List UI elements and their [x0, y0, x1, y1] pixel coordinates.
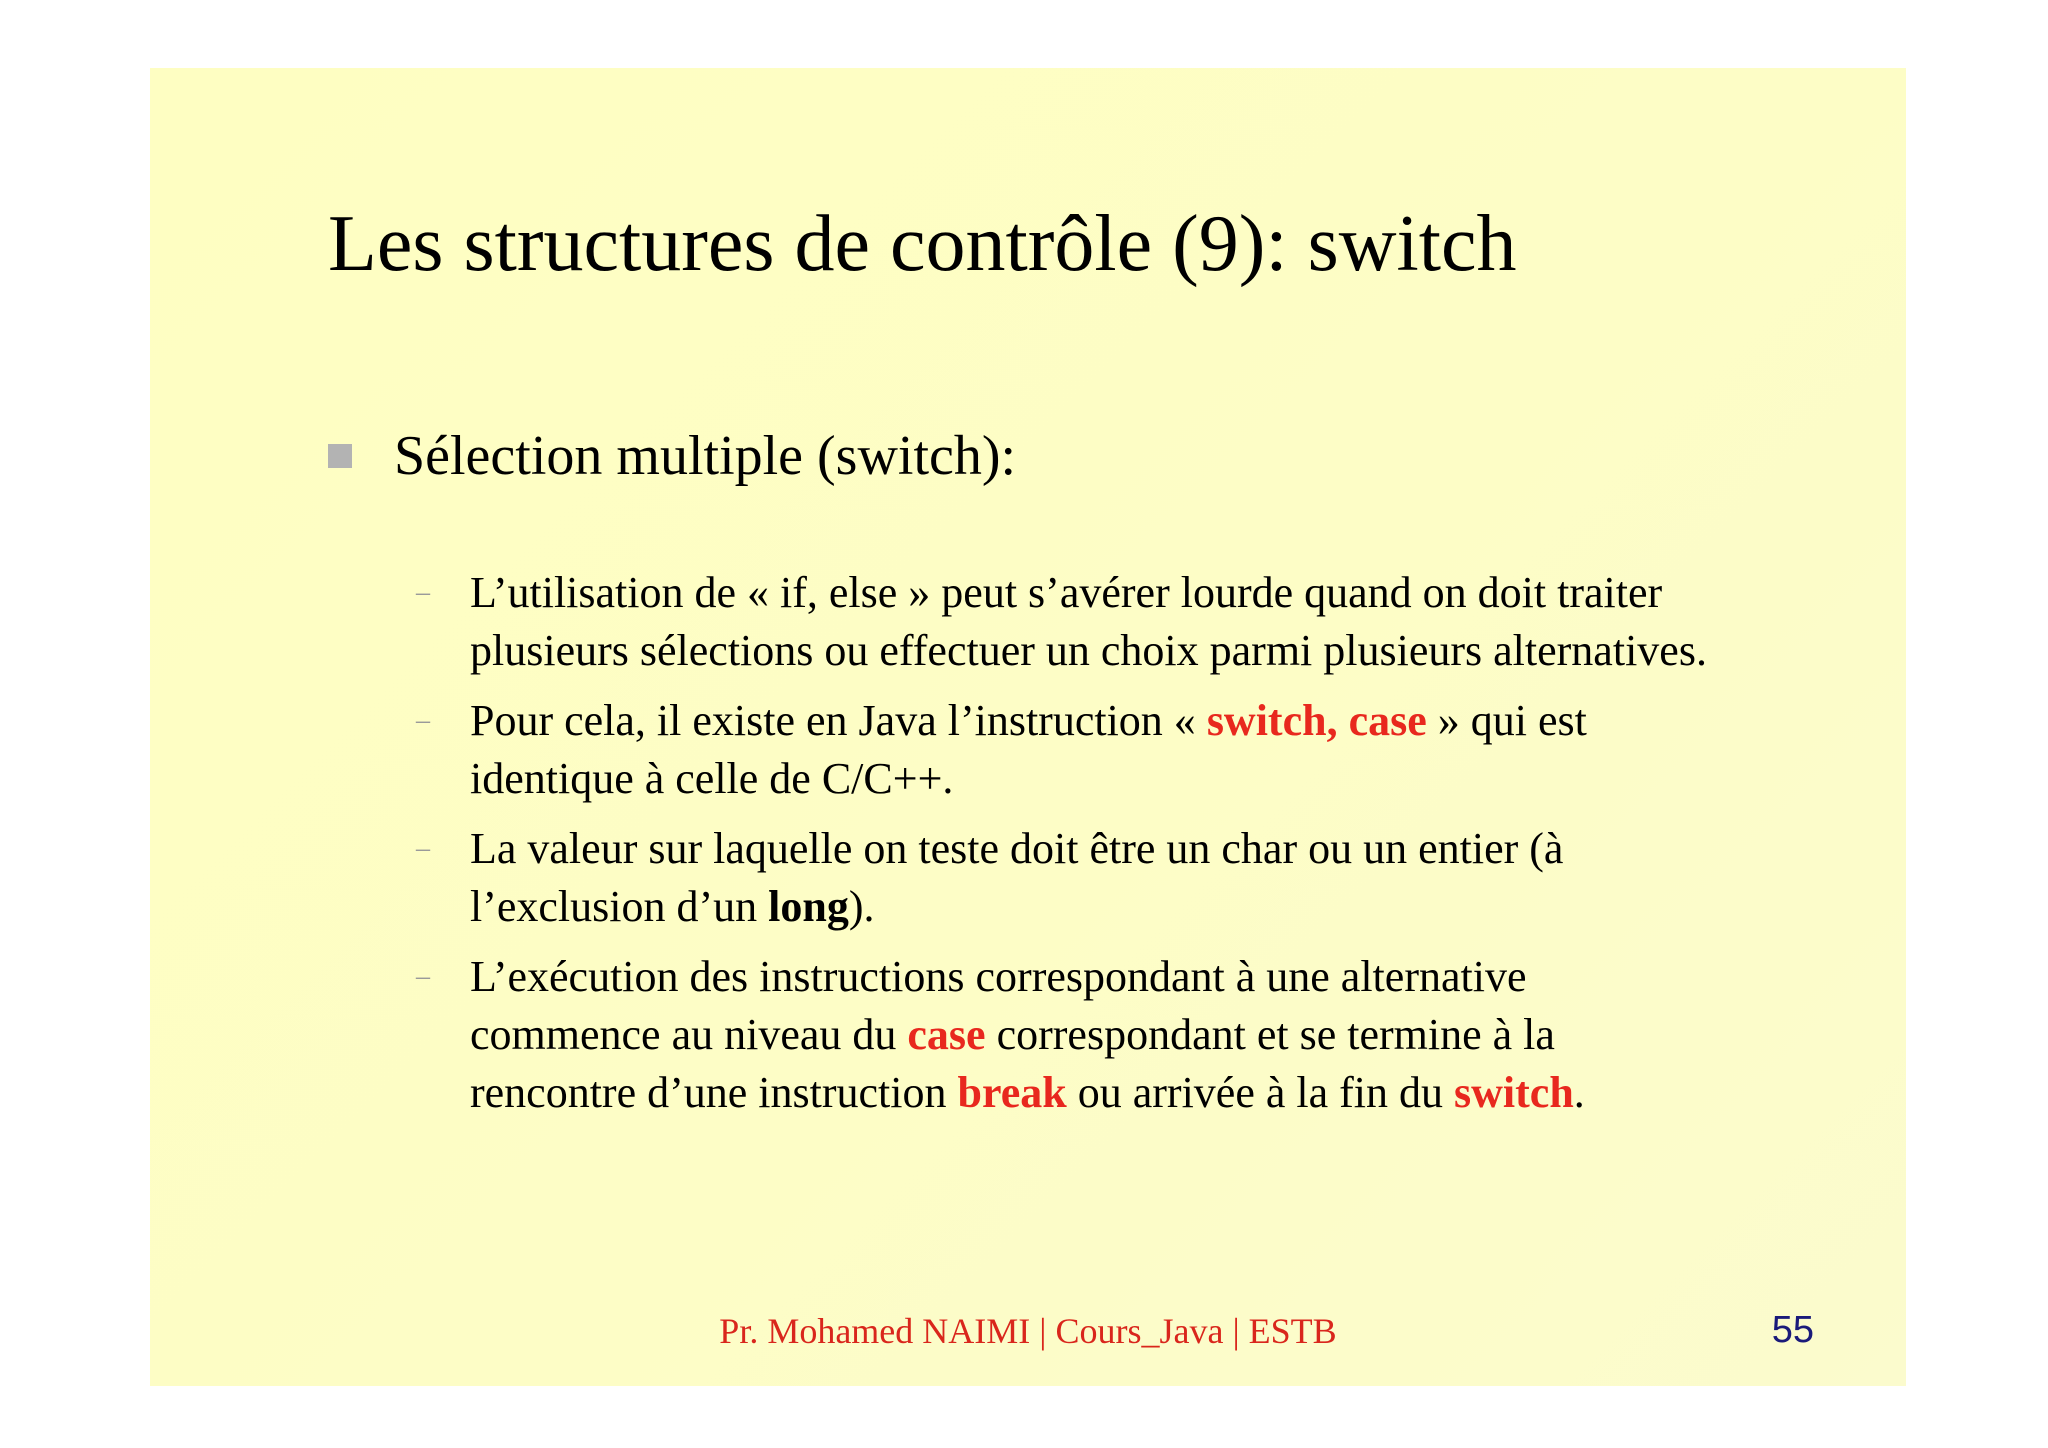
dash-bullet-icon: – [416, 961, 430, 992]
slide [150, 68, 1906, 1386]
keyword-switch: switch [1454, 1068, 1574, 1117]
sub-bullet [416, 564, 1716, 680]
dash-bullet-icon: – [416, 705, 430, 736]
keyword-switch: switch [1206, 696, 1327, 745]
keyword-case: case [1348, 696, 1427, 745]
keyword-break: break [957, 1068, 1067, 1117]
sub-bullet-list [416, 564, 1716, 1134]
keyword-separator: , [1326, 696, 1349, 745]
slide-title: Les structures de contrôle (9): switch [328, 200, 1517, 288]
sub-bullet-text: . [1573, 1068, 1585, 1117]
sub-bullet-text: L’exécution des instructions correspondant à une alternative commence au niveau du [470, 952, 1527, 1059]
sub-bullet-text: ou arrivée à la fin du [1066, 1068, 1455, 1117]
sub-bullet-text: La valeur sur laquelle on teste doit être un char ou un entier (à l’exclusion d’un [470, 824, 1564, 931]
sub-bullet-text: Pour cela, il existe en Java l’instruction « [470, 696, 1207, 745]
sub-bullet-text: L’utilisation de « if, else » peut s’avérer lourde quand on doit traiter plusieurs sélections ou effectuer un choix parmi plusieurs alternatives. [470, 568, 1707, 675]
keyword-case: case [907, 1010, 986, 1059]
sub-bullet [416, 820, 1716, 936]
dash-bullet-icon: – [416, 577, 430, 608]
slide-footer: Pr. Mohamed NAIMI | Cours_Java | ESTB [719, 1311, 1337, 1351]
dash-bullet-icon: – [416, 833, 430, 864]
sub-bullet-text: ). [848, 882, 875, 931]
main-bullet-text: Sélection multiple (switch): [394, 425, 1017, 487]
square-bullet-icon [328, 444, 352, 468]
page-number: 55 [1771, 1309, 1814, 1351]
keyword-long: long [768, 882, 849, 931]
sub-bullet-text: correspondant et se termine à la rencontre d’une instruction [470, 1010, 1555, 1117]
sub-bullet-text: » qui est identique à celle de C/C++. [470, 696, 1587, 803]
sub-bullet [416, 692, 1716, 808]
sub-bullet [416, 948, 1716, 1122]
